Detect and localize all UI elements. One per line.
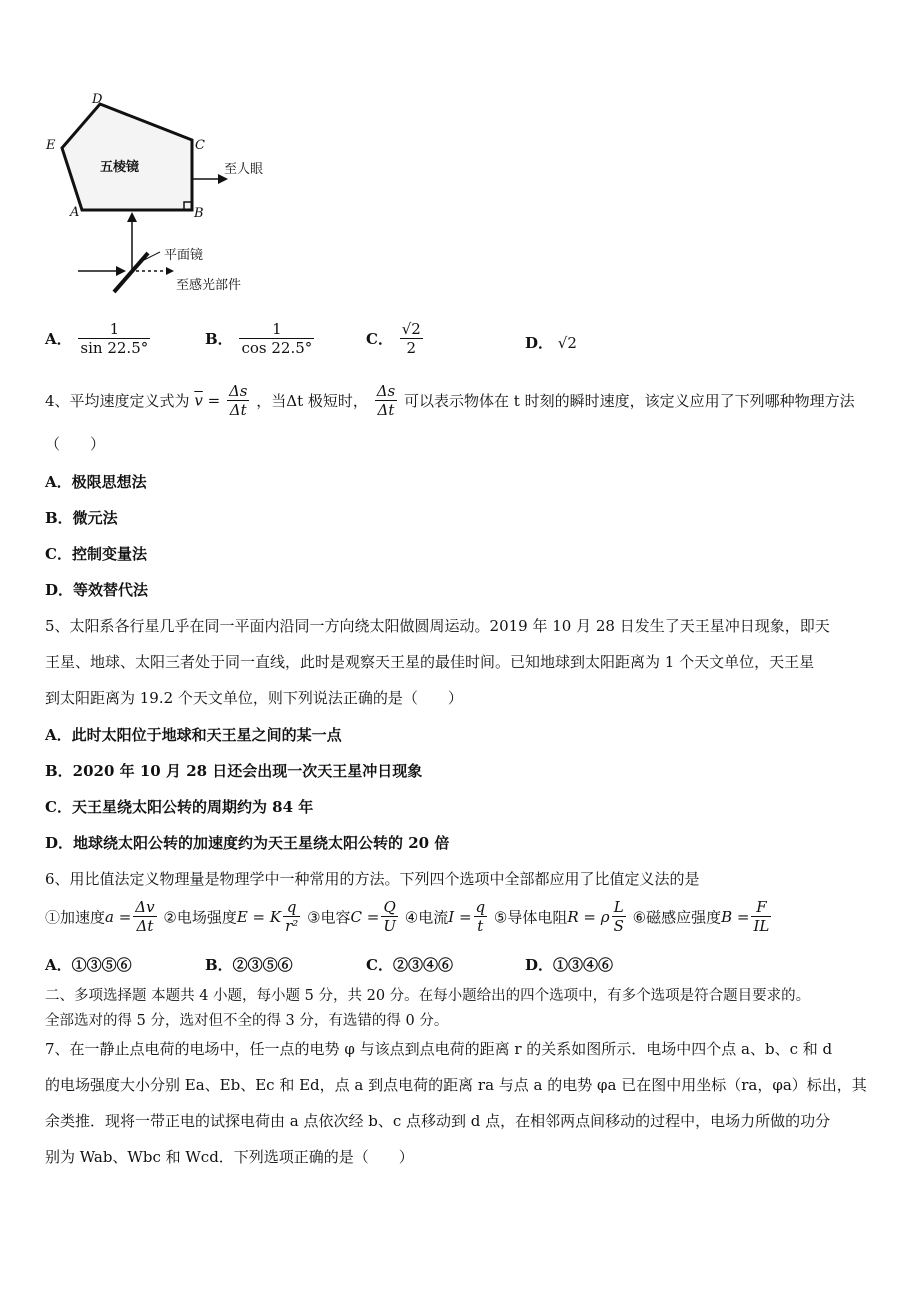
to-sensor-label: 至感光部件 [176,278,242,293]
numerator: Δv [135,898,155,916]
fraction [227,382,250,419]
numerator: Δs [228,382,248,400]
denominator: t [477,917,484,935]
q5-option-a: A．此时太阳位于地球和天王星之间的某一点 [45,726,342,744]
fraction [78,320,150,357]
numerator: L [612,898,626,917]
section2-line-2: 全部选对的得 5 分，选对但不全的得 3 分，有选错的得 0 分。 [45,1013,449,1029]
mirror-label: 平面镜 [164,248,204,263]
fraction [751,898,771,935]
q4-mid: ，当Δt 极短时， [256,392,368,410]
q7-line-2: 的电场强度大小分别 Ea、Eb、Ec 和 Ed，点 a 到点电荷的距离 ra 与点 a 的电势 φa 已在图中用坐标（ra，φa）标出，其 [45,1076,867,1094]
denominator: U [383,917,397,935]
arrow-up-icon [127,212,137,222]
item-lhs: R = ρ [567,907,610,926]
item-label: ①加速度 [45,908,106,926]
numerator: q [475,898,486,916]
denominator: Δt [136,917,154,935]
q6-option-b: B．②③⑤⑥ [205,956,293,974]
pentaprism-figure [40,88,300,303]
item-label: ⑥磁感应强度 [632,908,722,926]
prism-label: 五棱镜 [100,160,140,175]
q5-option-d: D．地球绕太阳公转的加速度约为天王星绕太阳公转的 20 倍 [45,834,450,852]
fraction [283,898,300,935]
option-letter: D． [525,334,554,352]
option-value: √2 [557,334,577,352]
numerator: q [283,898,300,917]
item-label: ④电流 [404,908,449,926]
item-label: ③电容 [307,908,351,926]
q7-line-1: 7、在一静止点电荷的电场中，任一点的电势 φ 与该点到点电荷的距离 r 的关系如图所示．电场中四个点 a、b、c 和 d [45,1040,833,1058]
item-lhs: I = [448,907,472,926]
item-lhs: C = [350,907,380,926]
q4-option-a: A．极限思想法 [45,473,147,491]
item-lhs: E = K [236,907,282,926]
q5-option-b: B．2020 年 10 月 28 日还会出现一次天王星冲日现象 [45,762,423,780]
item-lhs: a = [105,907,132,926]
fraction [133,898,156,935]
numerator: Δs [376,382,396,400]
q4-option-b: B．微元法 [45,509,118,527]
q3-option-d [525,332,577,353]
option-letter: A． [45,330,72,348]
denominator: cos 22.5° [241,339,313,357]
denominator: Δt [229,401,247,419]
q4-paren: （ ） [45,435,106,453]
fraction [612,898,626,935]
section2-line-1: 二、多项选择题 本题共 4 小题，每小题 5 分，共 20 分。在每小题给出的四个选项中，有多个选项是符合题目要求的。 [45,988,811,1004]
denominator: Δt [377,401,395,419]
q6-item-2 [163,898,307,935]
fraction [375,382,398,419]
to-eye-label: 至人眼 [224,162,264,177]
numerator: Q [381,898,398,917]
q4-rest: 可以表示物体在 t 时刻的瞬时速度，该定义应用了下列哪种物理方法 [404,392,855,410]
q5-line-2: 王星、地球、太阳三者处于同一直线，此时是观察天王星的最佳时间。已知地球到太阳距离为 1 个天文单位，天王星 [45,653,815,671]
denominator: r² [285,917,299,935]
q5-line-3: 到太阳距离为 19.2 个天文单位，则下列说法正确的是（ ） [45,689,463,707]
item-label: ⑤导体电阻 [493,908,568,926]
fraction [239,320,314,357]
q3-option-c [366,320,425,357]
arrow-dashed-icon [166,267,174,275]
arrow-in-icon [116,266,126,276]
vertex-label-d: D [92,92,103,107]
numerator: F [751,898,771,917]
equals: = [207,391,221,410]
q6-item-6 [632,898,774,935]
fraction [400,320,423,357]
q7-line-4: 别为 Wab、Wbc 和 Wcd．下列选项正确的是（ ） [45,1148,414,1166]
denominator: sin 22.5° [80,339,149,357]
item-lhs: B = [721,907,750,926]
denominator: IL [753,917,770,935]
q6-item-3 [307,898,405,935]
q6-option-d: D．①③④⑥ [525,956,614,974]
vertex-label-e: E [46,138,56,153]
q6-formulas [45,898,773,935]
option-letter: B． [205,330,233,348]
v-bar: $\overline{v}$ [194,391,203,410]
denominator: 2 [406,339,417,357]
q6-item-4 [404,898,494,935]
q4-option-d: D．等效替代法 [45,581,149,599]
vertex-label-b: B [194,206,204,221]
q6-stem: 6、用比值法定义物理量是物理学中一种常用的方法。下列四个选项中全部都应用了比值定义法的是 [45,870,700,888]
q6-option-a: A．①③⑤⑥ [45,956,132,974]
q4-option-c: C．控制变量法 [45,545,147,563]
denominator: S [613,917,624,935]
q3-option-b [205,320,316,357]
q5-line-1: 5、太阳系各行星几乎在同一平面内沿同一方向绕太阳做圆周运动。2019 年 10 月 28 日发生了天王星冲日现象，即天 [45,617,830,635]
fraction [381,898,398,935]
q6-item-5 [493,898,633,935]
q4-stem [45,382,855,419]
q5-option-c: C．天王星绕太阳公转的周期约为 84 年 [45,798,314,816]
item-label: ②电场强度 [163,908,237,926]
fraction [474,898,488,935]
numerator: √2 [401,320,421,338]
q4-prefix: 4、平均速度定义式为 [45,392,190,410]
q6-option-c: C．②③④⑥ [366,956,453,974]
numerator: 1 [78,320,150,339]
option-letter: C． [366,330,393,348]
q3-option-a [45,320,152,357]
numerator: 1 [239,320,314,339]
q7-line-3: 余类推．现将一带正电的试探电荷由 a 点依次经 b、c 点移动到 d 点，在相邻两点间移动的过程中，电场力所做的功分 [45,1112,831,1130]
vertex-label-a: A [70,205,80,220]
vertex-label-c: C [195,138,205,153]
